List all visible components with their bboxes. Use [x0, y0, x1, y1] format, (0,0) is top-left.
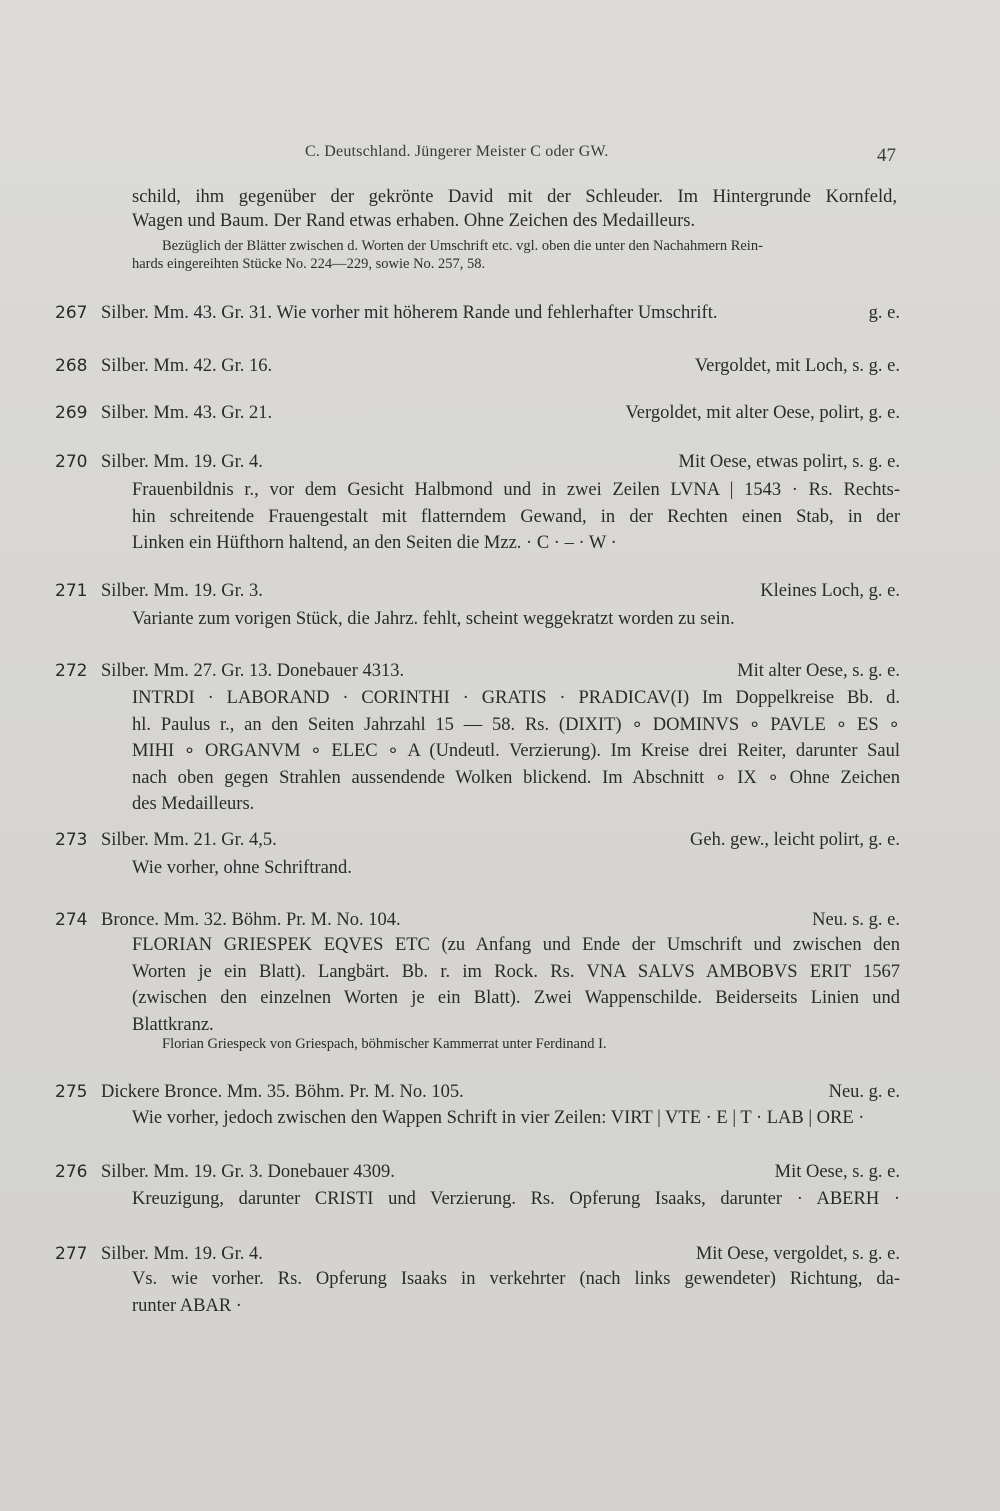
entry-description: Bronce. Mm. 32. Böhm. Pr. M. No. 104. [101, 910, 401, 930]
entry-body-line: INTRDI · LABORAND · CORINTHI · GRATIS · PRADICAV(I) Im Doppelkreise Bb. d. [132, 688, 900, 708]
entry-body-line: Wie vorher, jedoch zwischen den Wappen Schrift in vier Zeilen: VIRT | VTE · E | T · LAB | ORE · [132, 1108, 865, 1128]
entry-number: 277 [55, 1244, 88, 1264]
intro-line: schild, ihm gegenüber der gekrönte David mit der Schleuder. Im Hintergrunde Kornfeld, [132, 187, 897, 207]
entry-condition: Vergoldet, mit Loch, s. g. e. [694, 356, 900, 376]
entry-description: Silber. Mm. 19. Gr. 4. [101, 1244, 263, 1264]
entry-body-line: Blattkranz. [132, 1014, 214, 1035]
catalog-entry [55, 826, 900, 854]
entry-body-line: Wie vorher, ohne Schriftrand. [132, 858, 352, 878]
catalog-entry [55, 448, 900, 476]
entry-body [132, 477, 900, 557]
entry-number: 267 [55, 303, 88, 323]
entry-body [132, 685, 900, 818]
entry-body [132, 606, 900, 633]
entry-condition: Neu. g. e. [828, 1082, 900, 1102]
entry-number: 272 [55, 661, 88, 681]
entry-description: Silber. Mm. 21. Gr. 4,5. [101, 830, 277, 850]
page-number: 47 [877, 145, 896, 166]
entry-body-line: Vs. wie vorher. Rs. Opferung Isaaks in verkehrter (nach links gewendeter) Richtung, da- [132, 1269, 900, 1289]
entry-body-line: hin schreitende Frauengestalt mit flatterndem Gewand, in der Rechten einen Stab, in der [132, 506, 900, 527]
entry-condition: Neu. s. g. e. [812, 910, 900, 930]
entry-description: Silber. Mm. 43. Gr. 21. [101, 403, 273, 423]
entry-description: Dickere Bronce. Mm. 35. Böhm. Pr. M. No. 105. [101, 1082, 464, 1102]
entry-body-line: Kreuzigung, darunter CRISTI und Verzierung. Rs. Opferung Isaaks, darunter · ABERH · [132, 1189, 900, 1209]
entry-number: 268 [55, 356, 88, 376]
entry-body [132, 1186, 900, 1213]
entry-description: Silber. Mm. 19. Gr. 3. Donebauer 4309. [101, 1162, 395, 1182]
entry-condition: Kleines Loch, g. e. [760, 581, 900, 601]
entry-number: 274 [55, 910, 88, 930]
catalog-entry [55, 906, 900, 934]
entry-condition: Vergoldet, mit alter Oese, polirt, g. e. [625, 403, 900, 423]
catalog-entry [55, 1240, 900, 1268]
entry-body [132, 1105, 900, 1132]
entry-condition: Mit Oese, vergoldet, s. g. e. [695, 1244, 900, 1264]
entry-number: 271 [55, 581, 88, 601]
entry-body-line: des Medailleurs. [132, 794, 255, 814]
entry-body-line: Linken ein Hüfthorn haltend, an den Seiten die Mzz. · C · – · W · [132, 533, 617, 553]
entry-condition: Mit alter Oese, s. g. e. [737, 661, 900, 681]
entry-condition: g. e. [868, 303, 900, 323]
intro-line: Wagen und Baum. Der Rand etwas erhaben. Ohne Zeichen des Medailleurs. [132, 211, 696, 231]
entry-footnote: Florian Griespeck von Griespach, böhmischer Kammerrat unter Ferdinand I. [162, 1036, 607, 1052]
entry-body-line: Worten je ein Blatt). Langbärt. Bb. r. im Rock. Rs. VNA SALVS AMBOBVS ERIT 1567 [132, 961, 900, 982]
entry-condition: Mit Oese, s. g. e. [774, 1162, 900, 1182]
catalog-entry [55, 399, 900, 427]
entry-body [132, 932, 900, 1038]
entry-body-line: hl. Paulus r., an den Seiten Jahrzahl 15 — 58. Rs. (DIXIT) ∘ DOMINVS ∘ PAVLE ∘ ES ∘ [132, 714, 900, 735]
catalog-entry [55, 299, 900, 327]
entry-description: Silber. Mm. 19. Gr. 3. [101, 581, 263, 601]
entry-body-line: FLORIAN GRIESPEK EQVES ETC (zu Anfang und Ende der Umschrift und zwischen den [132, 935, 900, 955]
entry-number: 269 [55, 403, 88, 423]
entry-body-line: MIHI ∘ ORGANVM ∘ ELEC ∘ A (Undeutl. Verzierung). Im Kreise drei Reiter, darunter Saul [132, 741, 900, 761]
entry-body-line: runter ABAR · [132, 1295, 242, 1316]
entry-body-line: nach oben gegen Strahlen aussendende Wolken blickend. Im Abschnitt ∘ IX ∘ Ohne Zeichen [132, 767, 900, 788]
entry-number: 276 [55, 1162, 88, 1182]
intro-note-line: Bezüglich der Blätter zwischen d. Worten der Umschrift etc. vgl. oben die unter den Nachahmern Rein- [162, 238, 763, 254]
entry-body [132, 1266, 900, 1319]
entry-condition: Mit Oese, etwas polirt, s. g. e. [678, 452, 900, 472]
page-header [130, 143, 900, 169]
catalog-entry [55, 352, 900, 380]
entry-description: Silber. Mm. 42. Gr. 16. [101, 356, 273, 376]
catalog-entry [55, 1158, 900, 1186]
running-head: C. Deutschland. Jüngerer Meister C oder GW. [305, 143, 609, 160]
entry-body-line: Variante zum vorigen Stück, die Jahrz. fehlt, scheint weggekratzt worden zu sein. [132, 609, 735, 629]
catalog-entry [55, 1078, 900, 1106]
entry-description: Silber. Mm. 43. Gr. 31. Wie vorher mit höherem Rande und fehlerhafter Umschrift. [101, 303, 718, 323]
intro-note-line: hards eingereihten Stücke No. 224—229, sowie No. 257, 58. [132, 256, 486, 272]
entry-description: Silber. Mm. 19. Gr. 4. [101, 452, 263, 472]
entry-number: 270 [55, 452, 88, 472]
entry-number: 275 [55, 1082, 88, 1102]
entry-body [132, 855, 900, 882]
entry-body-line: (zwischen den einzelnen Worten je ein Blatt). Zwei Wappenschilde. Beiderseits Linien und [132, 988, 900, 1008]
entry-description: Silber. Mm. 27. Gr. 13. Donebauer 4313. [101, 661, 405, 681]
catalog-entry [55, 657, 900, 685]
catalog-entry [55, 577, 900, 605]
entry-body-line: Frauenbildnis r., vor dem Gesicht Halbmond und in zwei Zeilen LVNA | 1543 · Rs. Rechts- [132, 480, 900, 500]
entry-condition: Geh. gew., leicht polirt, g. e. [690, 830, 900, 850]
entry-number: 273 [55, 830, 88, 850]
